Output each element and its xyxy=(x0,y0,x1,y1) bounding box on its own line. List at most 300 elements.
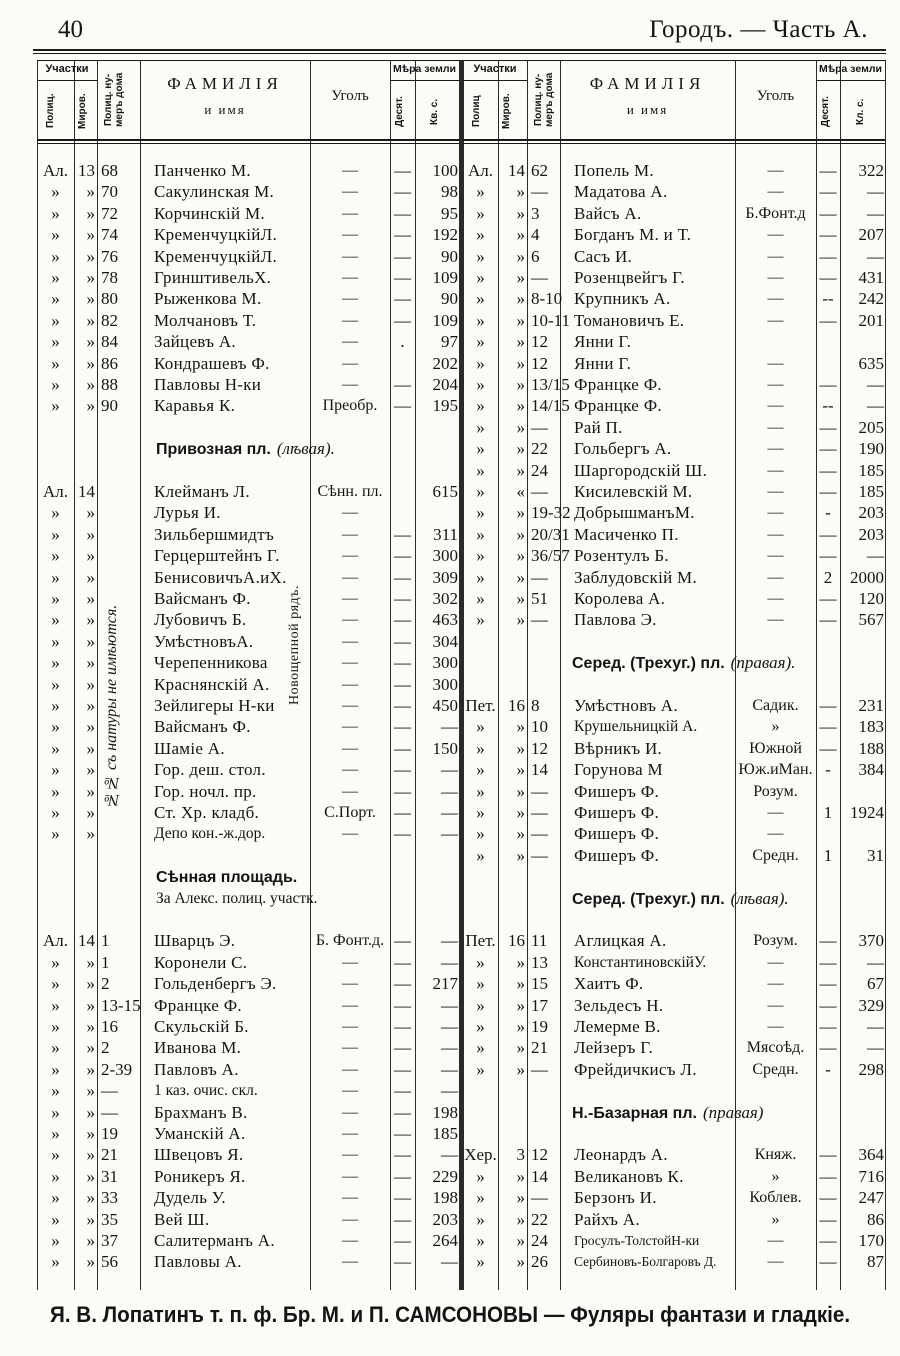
right-row-house-number: 8-10 xyxy=(531,289,563,309)
right-row-police-district: » xyxy=(476,310,485,330)
left-row-desyatina: — xyxy=(394,567,411,587)
right-row-house-number: — xyxy=(531,182,548,202)
right-row-house-number: 14/15 xyxy=(531,396,570,416)
right-row-corner: — xyxy=(767,975,784,993)
right-row-police-district: » xyxy=(476,803,485,822)
novoshchepnoy-row-note: Новощепной рядъ. xyxy=(287,585,302,705)
left-row-police-district: » xyxy=(51,246,60,266)
right-row-house-number: 11 xyxy=(531,931,548,951)
left-row-sq-sazhen: 109 xyxy=(432,310,458,330)
right-row-magistrate-district: » xyxy=(516,610,525,630)
right-row-corner: — xyxy=(767,397,784,415)
left-row-magistrate-district: » xyxy=(86,674,95,694)
left-row-house-number: 35 xyxy=(101,1209,118,1229)
left-row-sq-sazhen: 98 xyxy=(441,182,458,202)
left-row-desyatina: — xyxy=(394,375,411,394)
left-row-corner: — xyxy=(342,162,358,179)
right-row-sq-sazhen: 298 xyxy=(858,1059,884,1079)
right-row-magistrate-district: » xyxy=(516,952,525,972)
right-row-desyatina: — xyxy=(819,738,837,758)
right-row-desyatina: — xyxy=(819,524,837,544)
left-row-house-number: 31 xyxy=(101,1166,118,1186)
left-row-house-number: — xyxy=(101,1102,118,1122)
right-row-desyatina: — xyxy=(819,931,837,951)
right-measure-rule xyxy=(816,80,885,81)
left-row-surname-name: Гор. ночл. пр. xyxy=(154,781,257,801)
left-row-police-district: » xyxy=(51,203,60,223)
left-header-magistrate: Миров. xyxy=(77,93,88,129)
left-row-sq-sazhen: 195 xyxy=(432,396,458,416)
right-header-corner: Уголъ xyxy=(756,88,795,104)
left-header-top xyxy=(37,60,459,61)
right-row-house-number: — xyxy=(531,1188,548,1208)
left-row-magistrate-district: » xyxy=(86,546,95,566)
right-row-magistrate-district: » xyxy=(516,1188,525,1208)
right-row-magistrate-district: » xyxy=(516,781,525,801)
right-row-surname-name: Райхъ А. xyxy=(574,1209,640,1229)
right-row-sq-sazhen: — xyxy=(867,375,884,394)
right-row-police-district: » xyxy=(476,503,485,523)
left-row-magistrate-district: » xyxy=(86,1081,95,1101)
left-row-house-number: 90 xyxy=(101,396,118,416)
left-row-police-district: » xyxy=(51,268,60,287)
left-row-police-district: » xyxy=(51,225,60,245)
right-row-surname-name: ДобрышманъМ. xyxy=(574,503,695,523)
right-row-corner: — xyxy=(767,996,784,1014)
left-row-house-number: 86 xyxy=(101,353,118,373)
right-row-magistrate-district: » xyxy=(516,1017,525,1036)
left-row-magistrate-district: » xyxy=(86,182,95,202)
right-row-sq-sazhen: — xyxy=(867,182,884,202)
right-row-corner: — xyxy=(767,376,784,393)
right-row-desyatina: — xyxy=(819,952,837,972)
right-row-house-number: 19 xyxy=(531,1017,548,1036)
right-row-house-number: 62 xyxy=(531,161,548,180)
right-row-police-district: Хер. xyxy=(464,1145,497,1165)
left-row-sq-sazhen: 198 xyxy=(432,1188,458,1208)
left-row-police-district: » xyxy=(51,974,60,994)
left-section-heading xyxy=(156,866,297,887)
right-row-corner: — xyxy=(767,1253,784,1271)
right-row-surname-name: Янни Г. xyxy=(574,353,632,373)
right-header-and-name: и имя xyxy=(626,102,669,117)
right-row-corner: — xyxy=(767,825,784,843)
right-row-surname-name: Заблудовскій М. xyxy=(574,567,698,587)
right-row-magistrate-district: » xyxy=(516,182,525,202)
left-row-corner: Преобр. xyxy=(322,397,378,415)
left-row-desyatina: — xyxy=(394,631,411,651)
left-row-sq-sazhen: 192 xyxy=(432,225,458,245)
right-row-surname-name: Богданъ М. и Т. xyxy=(574,225,692,245)
left-row-house-number: 1 xyxy=(101,931,110,951)
left-row-surname-name: Зайцевъ А. xyxy=(154,332,236,352)
right-row-corner: — xyxy=(767,611,784,629)
left-row-house-number: 82 xyxy=(101,310,118,330)
right-header-police: Полиц xyxy=(471,95,482,127)
left-row-police-district: » xyxy=(51,1017,60,1036)
right-row-sq-sazhen: — xyxy=(867,396,884,416)
right-row-police-district: » xyxy=(476,439,485,459)
left-row-magistrate-district: » xyxy=(86,1231,95,1250)
left-row-surname-name: КременчуцкійЛ. xyxy=(154,246,277,266)
left-header-double-1 xyxy=(37,139,459,141)
left-header-districts: Участки xyxy=(45,63,89,75)
left-row-surname-name: Вайсманъ Ф. xyxy=(154,717,251,737)
right-header-desyat: Десят. xyxy=(820,96,831,128)
right-row-corner: — xyxy=(767,590,784,607)
right-row-sq-sazhen: 201 xyxy=(858,310,884,330)
left-row-police-district: » xyxy=(51,610,60,630)
left-row-house-number: 74 xyxy=(101,225,118,245)
right-row-magistrate-district: » xyxy=(516,1059,525,1079)
left-row-corner: — xyxy=(342,525,358,543)
left-row-corner: — xyxy=(342,1210,358,1228)
right-row-house-number: — xyxy=(531,781,548,801)
right-row-magistrate-district: » xyxy=(516,353,525,373)
left-row-sq-sazhen: 300 xyxy=(432,674,458,694)
right-row-surname-name: КонстантиновскійУ. xyxy=(574,953,707,971)
left-row-surname-name: Гольденбергъ Э. xyxy=(154,974,277,994)
right-header-magistrate: Миров. xyxy=(501,93,512,129)
left-row-police-district: » xyxy=(51,1145,60,1165)
right-row-sq-sazhen: 329 xyxy=(858,995,884,1015)
left-row-surname-name: Павловъ А. xyxy=(154,1059,239,1079)
right-row-sq-sazhen: 120 xyxy=(858,589,884,608)
right-row-desyatina: 2 xyxy=(823,567,833,587)
right-row-magistrate-district: » xyxy=(516,203,525,223)
right-row-desyatina: — xyxy=(819,439,837,459)
left-row-magistrate-district: » xyxy=(86,1166,95,1186)
left-row-sq-sazhen: — xyxy=(441,1038,458,1058)
left-row-magistrate-district: » xyxy=(86,1252,95,1272)
left-row-desyatina: . xyxy=(400,332,405,352)
left-row-magistrate-district: 13 xyxy=(78,161,95,180)
left-row-corner: — xyxy=(342,1253,358,1271)
right-row-magistrate-district: 16 xyxy=(508,931,525,951)
right-row-house-number: 13 xyxy=(531,952,548,972)
right-row-police-district: » xyxy=(476,952,485,972)
right-row-police-district: Ал. xyxy=(467,161,493,180)
left-row-sq-sazhen: — xyxy=(441,1081,458,1101)
left-row-house-number: 19 xyxy=(101,1124,118,1143)
left-row-corner: С.Порт. xyxy=(324,804,376,821)
left-row-desyatina: — xyxy=(394,760,411,780)
right-row-sq-sazhen: 322 xyxy=(858,161,884,180)
left-header-corner: Уголъ xyxy=(331,88,369,104)
right-row-house-number: 12 xyxy=(531,1145,548,1165)
right-row-police-district: » xyxy=(476,268,485,287)
right-row-surname-name: Томановичъ Е. xyxy=(574,310,685,330)
left-row-magistrate-district: » xyxy=(86,503,95,523)
left-row-surname-name: Уманскій А. xyxy=(154,1124,246,1143)
left-row-surname-name: Коронели С. xyxy=(154,952,248,972)
left-row-desyatina: — xyxy=(394,1081,411,1101)
page-title: Городъ. — Часть А. xyxy=(649,16,868,43)
right-row-magistrate-district: » xyxy=(516,310,525,330)
right-row-desyatina: — xyxy=(819,482,837,501)
right-row-desyatina: — xyxy=(819,696,837,715)
right-row-police-district: » xyxy=(476,1188,485,1208)
right-row-surname-name: Попель М. xyxy=(574,161,654,180)
right-row-corner: — xyxy=(767,1018,784,1035)
left-row-desyatina: — xyxy=(394,952,411,972)
right-row-house-number: 26 xyxy=(531,1252,548,1272)
footer-advertisement: Я. В. Лопатинъ т. п. ф. Бр. М. и П. САМСОНОВЫ — Фуляры фантази и гладкіе. xyxy=(50,1302,851,1327)
left-row-surname-name: Шварцъ Э. xyxy=(154,931,236,951)
left-row-desyatina: — xyxy=(394,995,411,1015)
left-row-sq-sazhen: 300 xyxy=(432,653,458,673)
right-row-police-district: » xyxy=(476,589,485,608)
left-row-sq-sazhen: 203 xyxy=(432,1209,458,1229)
left-row-corner: — xyxy=(342,504,358,522)
left-row-corner: — xyxy=(342,290,358,308)
left-row-magistrate-district: » xyxy=(86,952,95,972)
left-row-magistrate-district: » xyxy=(86,310,95,330)
left-row-sq-sazhen: 615 xyxy=(432,482,458,501)
left-row-house-number: 1 xyxy=(101,952,110,972)
left-header-double-2 xyxy=(37,143,459,144)
right-row-sq-sazhen: 384 xyxy=(858,760,884,780)
right-row-magistrate-district: 3 xyxy=(516,1145,525,1165)
right-row-house-number: — xyxy=(531,803,548,822)
left-row-corner: — xyxy=(342,226,358,244)
left-row-police-district: » xyxy=(51,567,60,587)
right-row-police-district: » xyxy=(476,974,485,994)
left-row-house-number: 37 xyxy=(101,1231,118,1250)
left-row-magistrate-district: 14 xyxy=(78,931,95,951)
left-row-corner: — xyxy=(342,183,358,201)
left-row-sq-sazhen: 100 xyxy=(432,161,458,180)
left-row-corner: — xyxy=(342,675,358,693)
left-header-surname: ФАМИЛІЯ xyxy=(167,74,283,93)
right-row-house-number: 12 xyxy=(531,353,548,373)
left-row-sq-sazhen: 300 xyxy=(432,546,458,566)
right-row-desyatina: 1 xyxy=(823,803,833,822)
left-row-police-district: » xyxy=(51,952,60,972)
right-row-sq-sazhen: 203 xyxy=(858,524,884,544)
left-row-surname-name: Герцерштейнъ Г. xyxy=(154,546,280,566)
left-row-magistrate-district: » xyxy=(86,289,95,309)
right-row-house-number: 22 xyxy=(531,439,548,459)
left-row-police-district: » xyxy=(51,995,60,1015)
left-row-sq-sazhen: — xyxy=(441,803,458,822)
right-row-police-district: » xyxy=(476,1166,485,1186)
right-row-sq-sazhen: 370 xyxy=(858,931,884,951)
right-row-corner: Юж.иМан. xyxy=(738,761,813,779)
right-row-surname-name: Великановъ К. xyxy=(574,1166,684,1186)
left-row-corner: — xyxy=(342,1103,358,1121)
left-row-corner: — xyxy=(342,1146,358,1164)
left-row-surname-name: КременчуцкійЛ. xyxy=(154,225,277,245)
right-row-desyatina: - xyxy=(825,1059,831,1079)
left-row-surname-name: Корчинскій М. xyxy=(154,203,265,223)
right-row-house-number: 8 xyxy=(531,696,540,715)
right-row-magistrate-district: 14 xyxy=(508,161,525,180)
left-section-heading xyxy=(156,438,335,459)
right-column-rule xyxy=(885,60,886,1290)
right-row-police-district: » xyxy=(476,524,485,544)
left-row-sq-sazhen: — xyxy=(441,1145,458,1165)
left-row-corner: — xyxy=(342,1167,358,1185)
left-row-desyatina: — xyxy=(394,246,411,266)
left-row-police-district: » xyxy=(51,546,60,566)
left-row-surname-name: Францке Ф. xyxy=(154,995,242,1015)
left-row-desyatina: — xyxy=(394,1102,411,1122)
left-row-corner: — xyxy=(342,739,358,757)
left-row-corner: — xyxy=(342,782,358,800)
left-row-corner: — xyxy=(342,654,358,672)
right-row-corner: Средн. xyxy=(752,846,799,864)
left-row-desyatina: — xyxy=(394,781,411,801)
right-row-house-number: 4 xyxy=(531,225,540,245)
left-row-surname-name: Панченко М. xyxy=(154,161,251,180)
left-header-and-name: и имя xyxy=(204,102,246,117)
right-row-sq-sazhen: 2000 xyxy=(850,567,884,587)
right-row-house-number: 19-32 xyxy=(531,503,571,523)
right-row-magistrate-district: » xyxy=(516,225,525,245)
right-row-sq-sazhen: 188 xyxy=(858,738,884,758)
right-row-corner: — xyxy=(767,525,784,543)
left-row-police-district: » xyxy=(51,1231,60,1250)
left-row-magistrate-district: » xyxy=(86,717,95,737)
left-row-police-district: » xyxy=(51,1081,60,1101)
left-row-surname-name: Сакулинская М. xyxy=(154,182,275,202)
no-numbers-note: №№ съ натуры не имѣются. xyxy=(103,604,120,808)
right-row-police-district: » xyxy=(476,1059,485,1079)
right-row-desyatina: — xyxy=(819,1209,837,1229)
right-row-house-number: 51 xyxy=(531,589,548,608)
left-row-desyatina: — xyxy=(394,396,411,416)
right-row-sq-sazhen: 185 xyxy=(858,482,884,501)
left-row-surname-name: БенисовичъА.иХ. xyxy=(154,567,287,587)
left-header-house-number: Полиц. ну-меръ дома xyxy=(103,72,125,128)
right-row-corner: — xyxy=(767,504,784,522)
right-row-house-number: — xyxy=(531,824,548,844)
right-row-magistrate-district: » xyxy=(516,439,525,459)
left-row-desyatina: — xyxy=(394,225,411,245)
right-row-corner: Б.Фонт.д xyxy=(745,204,806,222)
right-row-magistrate-district: » xyxy=(516,1166,525,1186)
left-row-desyatina: — xyxy=(394,803,411,822)
right-row-magistrate-district: » xyxy=(516,995,525,1015)
right-row-magistrate-district: » xyxy=(516,760,525,780)
right-row-sq-sazhen: 185 xyxy=(858,460,884,480)
right-row-desyatina: 1 xyxy=(823,845,833,865)
right-row-desyatina: — xyxy=(819,974,837,994)
section-title: Сѣнная площадь. xyxy=(156,869,298,887)
right-row-police-district: » xyxy=(476,460,485,480)
left-row-police-district: Ал. xyxy=(42,931,68,951)
right-row-magistrate-district: » xyxy=(516,246,525,266)
left-row-desyatina: — xyxy=(394,717,411,737)
left-row-desyatina: — xyxy=(394,1124,411,1143)
right-row-corner: — xyxy=(767,953,784,971)
right-header-land-measure: Мѣра земли xyxy=(819,63,882,75)
left-row-house-number: 21 xyxy=(101,1145,118,1165)
right-row-surname-name: Берзонъ И. xyxy=(574,1188,657,1208)
left-row-police-district: » xyxy=(51,332,60,352)
left-row-house-number: 70 xyxy=(101,182,118,202)
left-row-surname-name: Клейманъ Л. xyxy=(154,482,250,501)
left-row-police-district: » xyxy=(51,631,60,651)
right-row-desyatina: — xyxy=(819,1231,837,1250)
left-row-sq-sazhen: — xyxy=(441,931,458,951)
left-row-surname-name: ГринштивельХ. xyxy=(154,268,272,287)
left-row-sq-sazhen: — xyxy=(441,995,458,1015)
left-row-corner: — xyxy=(342,761,358,779)
right-row-police-district: » xyxy=(476,289,485,309)
right-row-police-district: » xyxy=(476,781,485,801)
right-row-magistrate-district: » xyxy=(516,824,525,844)
left-row-desyatina: — xyxy=(394,1145,411,1165)
right-row-magistrate-district: » xyxy=(516,417,525,437)
right-row-surname-name: Фрейдичкисъ Л. xyxy=(574,1059,697,1079)
left-row-house-number: 88 xyxy=(101,375,118,394)
right-row-police-district: » xyxy=(476,1017,485,1036)
left-row-house-number: 68 xyxy=(101,161,118,180)
left-row-sq-sazhen: — xyxy=(441,717,458,737)
left-row-magistrate-district: » xyxy=(86,353,95,373)
left-row-desyatina: — xyxy=(394,546,411,566)
right-row-sq-sazhen: 170 xyxy=(858,1231,884,1250)
right-row-surname-name: Гольбергъ А. xyxy=(574,439,672,459)
right-row-house-number: 12 xyxy=(531,332,548,352)
left-row-police-district: Ал. xyxy=(42,482,68,501)
left-row-magistrate-district: » xyxy=(86,225,95,245)
left-row-magistrate-district: » xyxy=(86,653,95,673)
right-row-corner: — xyxy=(767,247,784,265)
right-row-police-district: » xyxy=(476,1252,485,1272)
right-row-corner: Коблев. xyxy=(749,1189,802,1207)
left-row-police-district: » xyxy=(51,1038,60,1058)
right-row-magistrate-district: » xyxy=(516,460,525,480)
left-row-magistrate-district: » xyxy=(86,375,95,394)
right-row-surname-name: Аглицкая А. xyxy=(574,931,667,951)
left-row-desyatina: — xyxy=(394,653,411,673)
left-row-corner: — xyxy=(342,1232,358,1249)
right-row-house-number: — xyxy=(531,268,548,287)
left-row-police-district: » xyxy=(51,760,60,780)
right-row-corner: — xyxy=(767,461,784,479)
left-row-corner: — xyxy=(342,825,358,843)
right-row-desyatina: — xyxy=(819,161,837,180)
section-side-note: (лѣвая). xyxy=(276,439,335,459)
left-row-magistrate-district: » xyxy=(86,738,95,758)
right-row-magistrate-district: » xyxy=(516,546,525,566)
left-row-desyatina: — xyxy=(394,931,411,951)
left-row-house-number: 13-15 xyxy=(101,995,141,1015)
right-row-sq-sazhen: 190 xyxy=(858,439,884,459)
right-row-corner: — xyxy=(767,1232,784,1249)
left-row-police-district: » xyxy=(51,738,60,758)
right-row-desyatina: -- xyxy=(822,396,834,416)
right-row-magistrate-district: » xyxy=(516,589,525,608)
left-row-corner: — xyxy=(342,697,358,714)
right-header-house-number: Полиц. ну-меръ дома xyxy=(533,72,555,128)
right-header-double-1 xyxy=(463,139,885,141)
right-row-sq-sazhen: 1924 xyxy=(850,803,884,822)
right-row-surname-name: Вѣрникъ И. xyxy=(574,738,663,758)
right-row-sq-sazhen: 87 xyxy=(867,1252,884,1272)
left-header-desyat: Десят. xyxy=(394,96,405,128)
right-row-desyatina: - xyxy=(825,503,831,523)
right-row-house-number: 14 xyxy=(531,760,548,780)
section-side-note: (лѣвая). xyxy=(730,888,789,908)
left-row-sq-sazhen: — xyxy=(441,1059,458,1079)
right-row-magistrate-district: « xyxy=(516,482,525,501)
left-header-kv: Кв. с. xyxy=(429,98,440,126)
left-row-police-district: » xyxy=(51,1252,60,1272)
